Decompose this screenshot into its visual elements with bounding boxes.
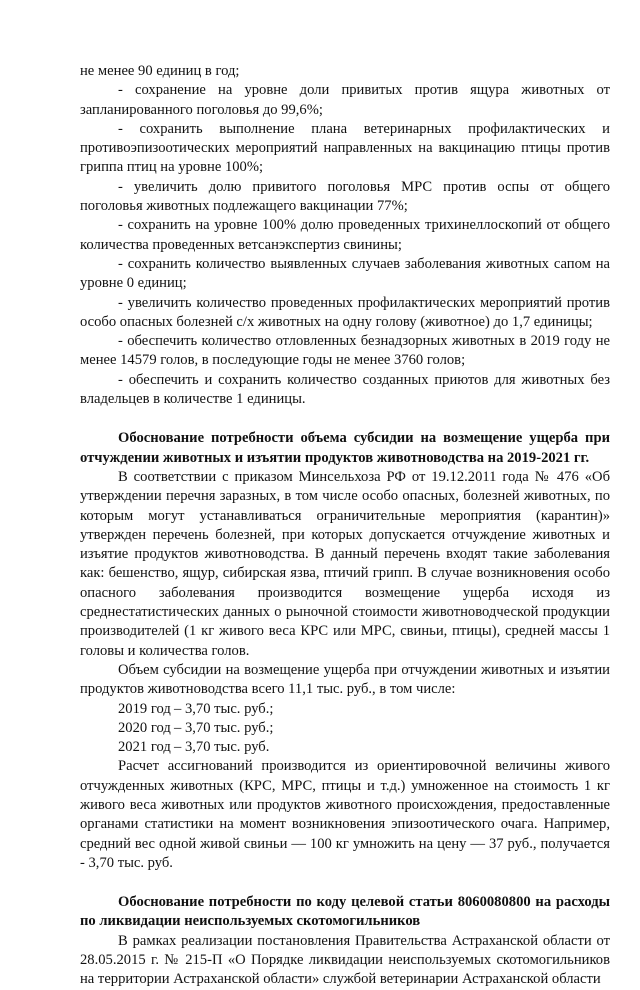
goal-item: не менее 90 единиц в год; bbox=[80, 63, 240, 79]
goal-item: - увеличить долю привитого поголовья МРС против оспы от общего поголовья животных подлежащего вакцинации 77%; bbox=[80, 178, 610, 215]
goal-item: - обеспечить количество отловленных безнадзорных животных в 2019 году не менее 14579 голов, в последующие годы не менее 3760 голов; bbox=[80, 333, 610, 369]
goals-list bbox=[80, 62, 610, 409]
goal-item: - сохранить на уровне 100% долю проведенных трихинеллоскопий от общего количества проведенных ветсанэкспертиз свинины; bbox=[80, 217, 610, 253]
paragraph-subsidy-total: Объем субсидии на возмещение ущерба при отчуждении животных и изъятии продуктов животноводства всего 11,1 тыс. руб., в том числе: bbox=[80, 661, 610, 698]
paragraph-legal-basis: В соответствии с приказом Минсельхоза РФ от 19.12.2011 года № 476 «Об утверждении перечня заразных, в том числе особо опасных, болезней животных, по которым могут устанавливаться ограничительные мероприятия (карантин)» утвержден перечень болезней, при которых допускается отчуждение животных и изъятие продуктов животноводства. В данный перечень входят такие заболевания как: бешенство, ящур, сибирская язва, птичий грипп. В случае возникновения особо опасного заболевания производится возмещение ущерба исходя из среднестатистических данных о рыночной стоимости животноводческой продукции производителей (1 кг живого веса КРС или МРС, свиньи, птицы), средней массы 1 головы и количества голов. bbox=[80, 468, 610, 659]
paragraph-burial-sites: В рамках реализации постановления Правительства Астраханской области от 28.05.2015 г. № 215-П «О Порядке ликвидации неиспользуемых скотомогильников на территории Астраханской области» службой ветеринарии Астраханской области bbox=[80, 932, 610, 988]
goal-item: - сохранить количество выявленных случаев заболевания животных сапом на уровне 0 единиц; bbox=[80, 255, 610, 292]
section-heading-burial-sites: Обоснование потребности по коду целевой статьи 8060080800 на расходы по ликвидации неиспользуемых скотомогильников bbox=[80, 894, 610, 930]
section-heading-compensation: Обоснование потребности объема субсидии на возмещение ущерба при отчуждении животных и изъятии продуктов животноводства на 2019-2021 гг. bbox=[80, 430, 610, 466]
paragraph-calculation: Расчет ассигнований производится из ориентировочной величины живого отчужденных животных (КРС, МРС, птицы и т.д.) умноженное на стоимость 1 кг живого веса животных или продуктов животного происхождения, предоставленные органами статистики на момент возникновения эпизоотического очага. Например, средний вес одной живой свиньи — 100 кг умножить на цену — 37 руб., получается - 3,70 тыс. руб. bbox=[80, 758, 610, 871]
yearly-amounts bbox=[80, 700, 610, 758]
goal-item: - обеспечить и сохранить количество созданных приютов для животных без владельцев в количестве 1 единицы. bbox=[80, 371, 610, 408]
goal-item: - сохранение на уровне доли привитых против ящура животных от запланированного поголовья до 99,6%; bbox=[80, 82, 610, 118]
goal-item: - увеличить количество проведенных профилактических мероприятий против особо опасных болезней с/х животных на одну голову (животное) до 1,7 единицы; bbox=[80, 294, 610, 330]
year-row: 2020 год – 3,70 тыс. руб.; bbox=[118, 719, 274, 736]
year-row: 2021 год – 3,70 тыс. руб. bbox=[118, 739, 270, 756]
year-row: 2019 год – 3,70 тыс. руб.; bbox=[118, 700, 274, 717]
goal-item: - сохранить выполнение плана ветеринарных профилактических и противоэпизоотических мероприятий направленных на вакцинацию птицы против гриппа птиц на уровне 100%; bbox=[80, 120, 610, 176]
